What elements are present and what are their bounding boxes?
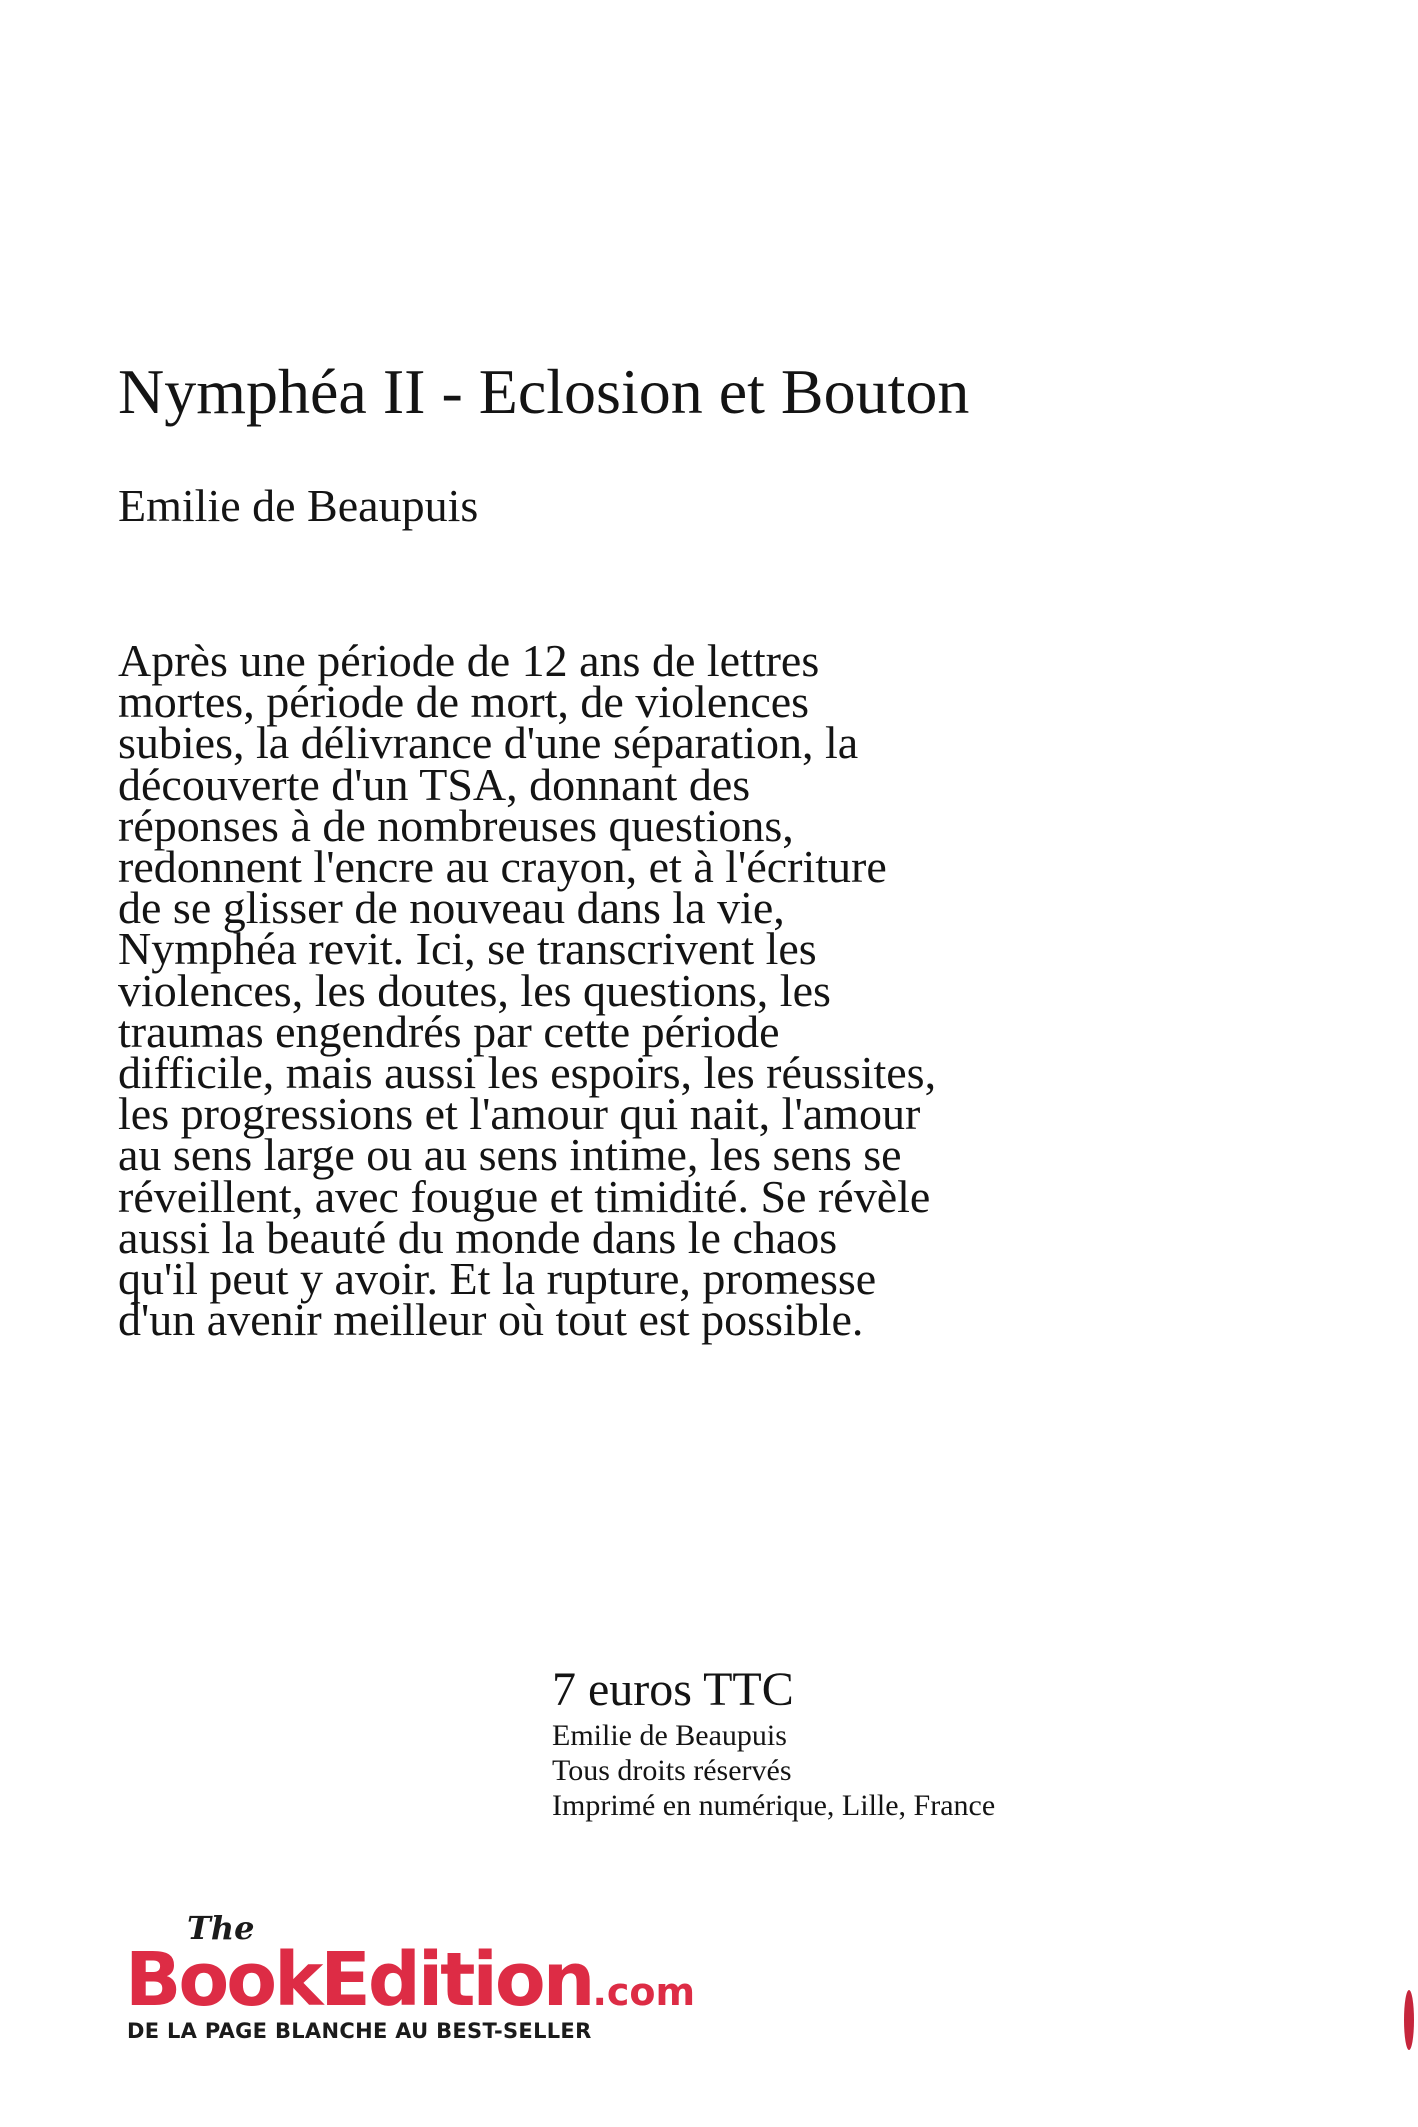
- logo-tagline: DE LA PAGE BLANCHE AU BEST-SELLER: [127, 2019, 592, 2043]
- imprint-block: [552, 1662, 995, 1823]
- blurb-line: Nymphéa revit. Ici, se transcrivent les: [118, 923, 817, 975]
- rights-notice: Tous droits réservés: [552, 1754, 792, 1787]
- printing-notice: Imprimé en numérique, Lille, France: [552, 1789, 996, 1822]
- blurb-line: d'un avenir meilleur où tout est possible.: [118, 1294, 864, 1346]
- blurb-line: de se glisser de nouveau dans la vie,: [118, 882, 785, 934]
- blurb-line: mortes, période de mort, de violences: [118, 676, 810, 728]
- blurb-line: qu'il peut y avoir. Et la rupture, promesse: [118, 1253, 877, 1305]
- blurb-line: difficile, mais aussi les espoirs, les réussites,: [118, 1047, 937, 1099]
- logo-domain-text: .com: [592, 1970, 696, 2014]
- blurb-line: violences, les doutes, les questions, les: [118, 964, 831, 1016]
- blurb-line: au sens large ou au sens intime, les sens se: [118, 1129, 902, 1181]
- blurb-line: réveillent, avec fougue et timidité. Se révèle: [118, 1170, 931, 1222]
- book-title: Nymphéa II - Eclosion et Bouton: [118, 356, 970, 427]
- blurb-line: redonnent l'encre au crayon, et à l'écriture: [118, 841, 887, 893]
- edge-mark: [1404, 1990, 1414, 2050]
- blurb-line: les progressions et l'amour qui nait, l'amour: [118, 1088, 921, 1140]
- price: 7 euros TTC: [552, 1663, 794, 1716]
- book-author: Emilie de Beaupuis: [118, 480, 479, 531]
- blurb-line: subies, la délivrance d'une séparation, la: [118, 717, 859, 769]
- imprint-author: Emilie de Beaupuis: [552, 1719, 787, 1752]
- logo-the-text: The: [187, 1909, 255, 1947]
- back-cover-blurb: [118, 635, 1078, 1346]
- blurb-line: découverte d'un TSA, donnant des: [118, 758, 751, 810]
- publisher-logo: [125, 1910, 725, 2050]
- blurb-line: traumas engendrés par cette période: [118, 1005, 780, 1057]
- logo-brand-text: BookEdition: [125, 1937, 593, 2023]
- blurb-line: aussi la beauté du monde dans le chaos: [118, 1211, 838, 1263]
- blurb-line: Après une période de 12 ans de lettres: [118, 635, 820, 686]
- blurb-line: réponses à de nombreuses questions,: [118, 799, 794, 851]
